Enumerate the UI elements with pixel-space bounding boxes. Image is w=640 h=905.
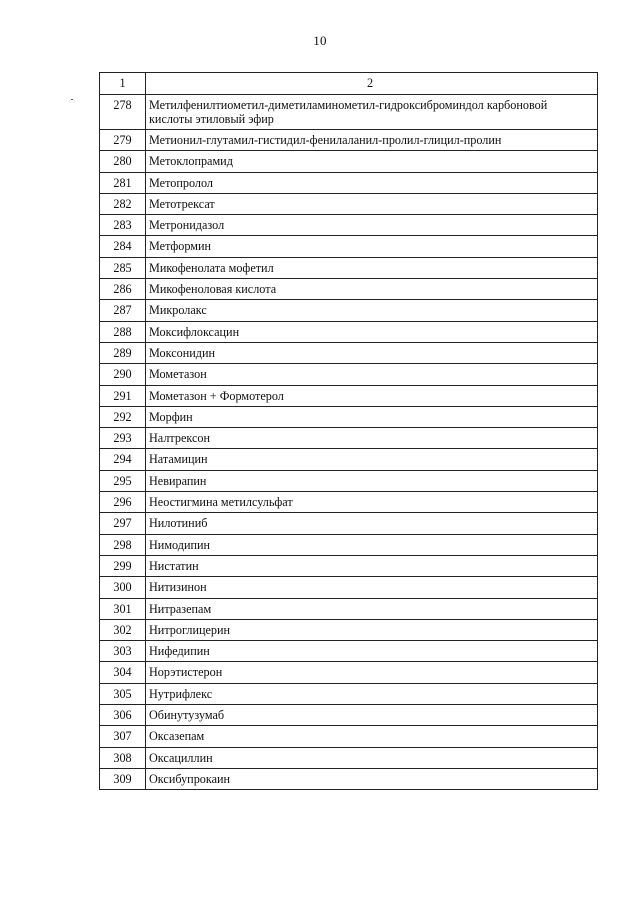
drug-name: Неостигмина метилсульфат bbox=[146, 492, 598, 512]
row-number: 302 bbox=[100, 620, 146, 640]
row-number: 284 bbox=[100, 236, 146, 256]
drug-name: Мометазон bbox=[146, 364, 598, 384]
row-number: 298 bbox=[100, 535, 146, 555]
row-number: 280 bbox=[100, 151, 146, 171]
table-row bbox=[100, 343, 598, 364]
drug-name: Оксациллин bbox=[146, 748, 598, 768]
drug-name: Микофеноловая кислота bbox=[146, 279, 598, 299]
row-number: 293 bbox=[100, 428, 146, 448]
table-row bbox=[100, 407, 598, 428]
drug-name: Микофенолата мофетил bbox=[146, 258, 598, 278]
table-row bbox=[100, 726, 598, 747]
drug-name: Метотрексат bbox=[146, 194, 598, 214]
drug-name: Оксазепам bbox=[146, 726, 598, 746]
drug-name: Моксонидин bbox=[146, 343, 598, 363]
table-row bbox=[100, 322, 598, 343]
row-number: 308 bbox=[100, 748, 146, 768]
drug-name: Метилфенилтиометил-диметиламинометил-гидроксиброминдол карбоновой кислоты этиловый эфир bbox=[146, 95, 598, 129]
table-row bbox=[100, 151, 598, 172]
table-row bbox=[100, 641, 598, 662]
row-number: 288 bbox=[100, 322, 146, 342]
row-number: 285 bbox=[100, 258, 146, 278]
row-number: 307 bbox=[100, 726, 146, 746]
drug-name: Метронидазол bbox=[146, 215, 598, 235]
table-row bbox=[100, 748, 598, 769]
drug-name: Микролакс bbox=[146, 300, 598, 320]
table-row bbox=[100, 577, 598, 598]
drug-name: Налтрексон bbox=[146, 428, 598, 448]
table-row bbox=[100, 300, 598, 321]
row-number: 294 bbox=[100, 449, 146, 469]
drug-name: Моксифлоксацин bbox=[146, 322, 598, 342]
row-number: 299 bbox=[100, 556, 146, 576]
table-row bbox=[100, 769, 598, 790]
drug-name: Натамицин bbox=[146, 449, 598, 469]
scan-speck bbox=[71, 99, 73, 100]
row-number: 278 bbox=[100, 95, 146, 129]
row-number: 291 bbox=[100, 386, 146, 406]
table-row bbox=[100, 556, 598, 577]
table-row bbox=[100, 599, 598, 620]
row-number: 289 bbox=[100, 343, 146, 363]
table-row bbox=[100, 492, 598, 513]
table-row bbox=[100, 684, 598, 705]
drug-name: Нитразепам bbox=[146, 599, 598, 619]
row-number: 287 bbox=[100, 300, 146, 320]
table-row bbox=[100, 364, 598, 385]
table-row bbox=[100, 95, 598, 130]
table-row bbox=[100, 428, 598, 449]
row-number: 295 bbox=[100, 471, 146, 491]
table-row bbox=[100, 662, 598, 683]
drug-name: Метформин bbox=[146, 236, 598, 256]
drug-name: Нифедипин bbox=[146, 641, 598, 661]
row-number: 286 bbox=[100, 279, 146, 299]
table-row bbox=[100, 513, 598, 534]
drug-name: Обинутузумаб bbox=[146, 705, 598, 725]
drug-table bbox=[99, 72, 598, 790]
page-number: 10 bbox=[313, 33, 327, 48]
table-row bbox=[100, 258, 598, 279]
drug-name: Нилотиниб bbox=[146, 513, 598, 533]
drug-name: Оксибупрокаин bbox=[146, 769, 598, 789]
row-number: 306 bbox=[100, 705, 146, 725]
drug-name: Морфин bbox=[146, 407, 598, 427]
drug-name: Мометазон + Формотерол bbox=[146, 386, 598, 406]
table-row bbox=[100, 130, 598, 151]
row-number: 304 bbox=[100, 662, 146, 682]
table-row bbox=[100, 705, 598, 726]
table-row bbox=[100, 386, 598, 407]
drug-name: Нистатин bbox=[146, 556, 598, 576]
table-row bbox=[100, 449, 598, 470]
table-row bbox=[100, 215, 598, 236]
table-row bbox=[100, 535, 598, 556]
drug-name: Нимодипин bbox=[146, 535, 598, 555]
row-number: 282 bbox=[100, 194, 146, 214]
header-col-1: 1 bbox=[100, 73, 146, 94]
table-row bbox=[100, 471, 598, 492]
table-row bbox=[100, 279, 598, 300]
row-number: 296 bbox=[100, 492, 146, 512]
row-number: 305 bbox=[100, 684, 146, 704]
row-number: 303 bbox=[100, 641, 146, 661]
header-col-2: 2 bbox=[146, 73, 598, 94]
table-row bbox=[100, 620, 598, 641]
drug-name: Метоклопрамид bbox=[146, 151, 598, 171]
drug-name: Нитизинон bbox=[146, 577, 598, 597]
drug-name: Нитроглицерин bbox=[146, 620, 598, 640]
row-number: 309 bbox=[100, 769, 146, 789]
drug-name: Невирапин bbox=[146, 471, 598, 491]
drug-name: Нутрифлекс bbox=[146, 684, 598, 704]
drug-name: Норэтистерон bbox=[146, 662, 598, 682]
drug-name: Метопролол bbox=[146, 173, 598, 193]
row-number: 297 bbox=[100, 513, 146, 533]
row-number: 301 bbox=[100, 599, 146, 619]
drug-name: Метионил-глутамил-гистидил-фенилаланил-пролил-глицил-пролин bbox=[146, 130, 598, 150]
table-header-row bbox=[100, 73, 598, 95]
row-number: 279 bbox=[100, 130, 146, 150]
row-number: 281 bbox=[100, 173, 146, 193]
row-number: 290 bbox=[100, 364, 146, 384]
table-row bbox=[100, 173, 598, 194]
table-body bbox=[100, 95, 598, 790]
row-number: 292 bbox=[100, 407, 146, 427]
row-number: 300 bbox=[100, 577, 146, 597]
table-row bbox=[100, 194, 598, 215]
row-number: 283 bbox=[100, 215, 146, 235]
table-row bbox=[100, 236, 598, 257]
